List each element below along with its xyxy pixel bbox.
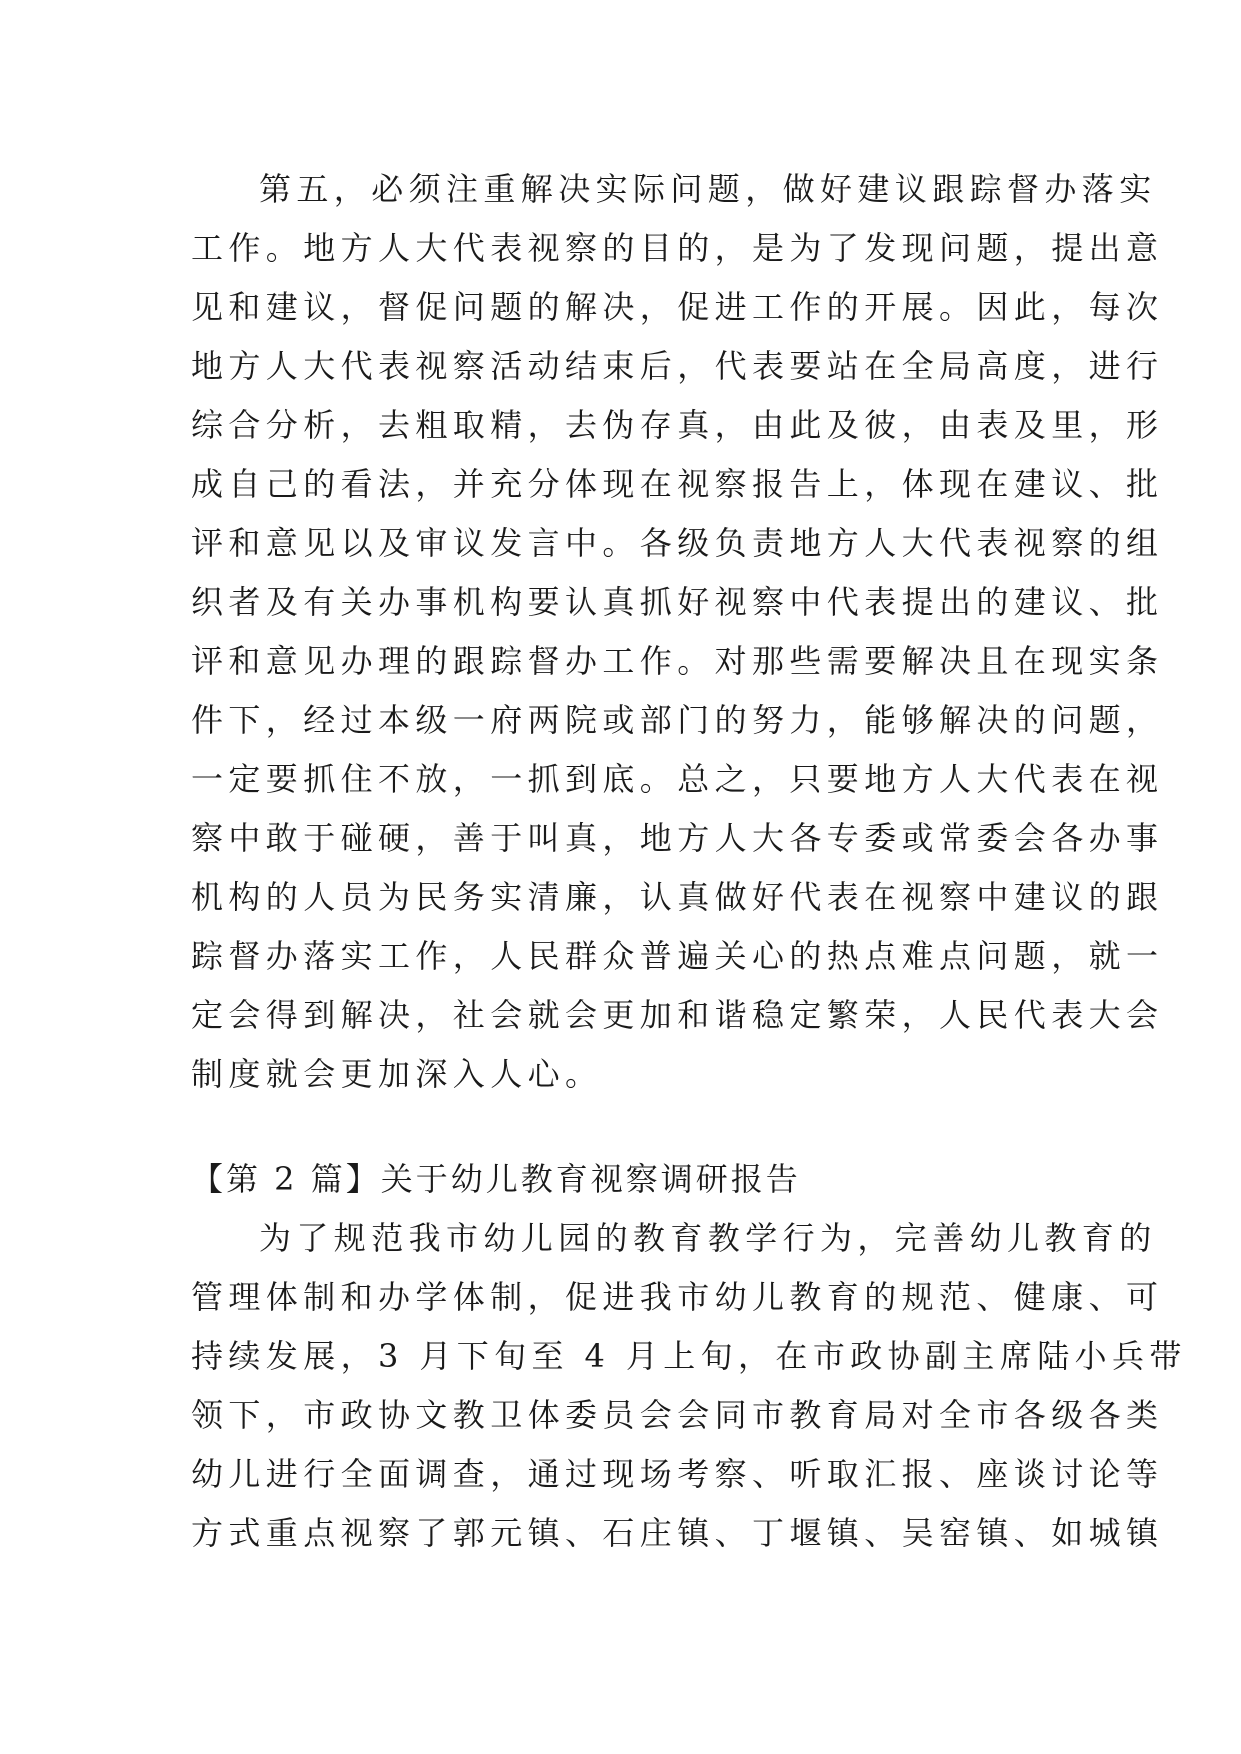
paragraph-line: 机构的人员为民务实清廉，认真做好代表在视察中建议的跟 <box>191 878 1164 916</box>
paragraph-line: 管理体制和办学体制，促进我市幼儿教育的规范、健康、可 <box>191 1278 1164 1316</box>
paragraph-line: 成自己的看法，并充分体现在视察报告上，体现在建议、批 <box>191 465 1164 503</box>
paragraph-line: 评和意见以及审议发言中。各级负责地方人大代表视察的组 <box>191 524 1164 562</box>
paragraph-line: 一定要抓住不放，一抓到底。总之，只要地方人大代表在视 <box>191 760 1164 798</box>
paragraph-line: 第五，必须注重解决实际问题，做好建议跟踪督办落实 <box>259 170 1157 208</box>
paragraph-1 <box>191 160 1164 1104</box>
paragraph-line: 评和意见办理的跟踪督办工作。对那些需要解决且在现实条 <box>191 642 1164 680</box>
paragraph-line: 领下，市政协文教卫体委员会会同市教育局对全市各级各类 <box>191 1396 1164 1434</box>
paragraph-line: 见和建议，督促问题的解决，促进工作的开展。因此，每次 <box>191 288 1164 326</box>
paragraph-line: 织者及有关办事机构要认真抓好视察中代表提出的建议、批 <box>191 583 1164 621</box>
paragraph-line: 踪督办落实工作，人民群众普遍关心的热点难点问题，就一 <box>191 937 1164 975</box>
section-2 <box>191 1150 1187 1563</box>
paragraph-line: 持续发展，3 月下旬至 4 月上旬，在市政协副主席陆小兵带 <box>191 1337 1187 1375</box>
paragraph-line: 件下，经过本级一府两院或部门的努力，能够解决的问题， <box>191 701 1164 739</box>
paragraph-line: 方式重点视察了郭元镇、石庄镇、丁堰镇、吴窑镇、如城镇 <box>191 1514 1164 1552</box>
paragraph-line: 为了规范我市幼儿园的教育教学行为，完善幼儿教育的 <box>259 1219 1157 1257</box>
paragraph-line: 定会得到解决，社会就会更加和谐稳定繁荣，人民代表大会 <box>191 996 1164 1034</box>
paragraph-line: 综合分析，去粗取精，去伪存真，由此及彼，由表及里，形 <box>191 406 1164 444</box>
paragraph-line: 察中敢于碰硬，善于叫真，地方人大各专委或常委会各办事 <box>191 819 1164 857</box>
paragraph-line: 制度就会更加深入人心。 <box>191 1055 603 1093</box>
paragraph-line: 地方人大代表视察活动结束后，代表要站在全局高度，进行 <box>191 347 1164 385</box>
section-heading: 【第 2 篇】关于幼儿教育视察调研报告 <box>191 1160 801 1198</box>
paragraph-line: 幼儿进行全面调查，通过现场考察、听取汇报、座谈讨论等 <box>191 1455 1164 1493</box>
paragraph-line: 工作。地方人大代表视察的目的，是为了发现问题，提出意 <box>191 229 1164 267</box>
